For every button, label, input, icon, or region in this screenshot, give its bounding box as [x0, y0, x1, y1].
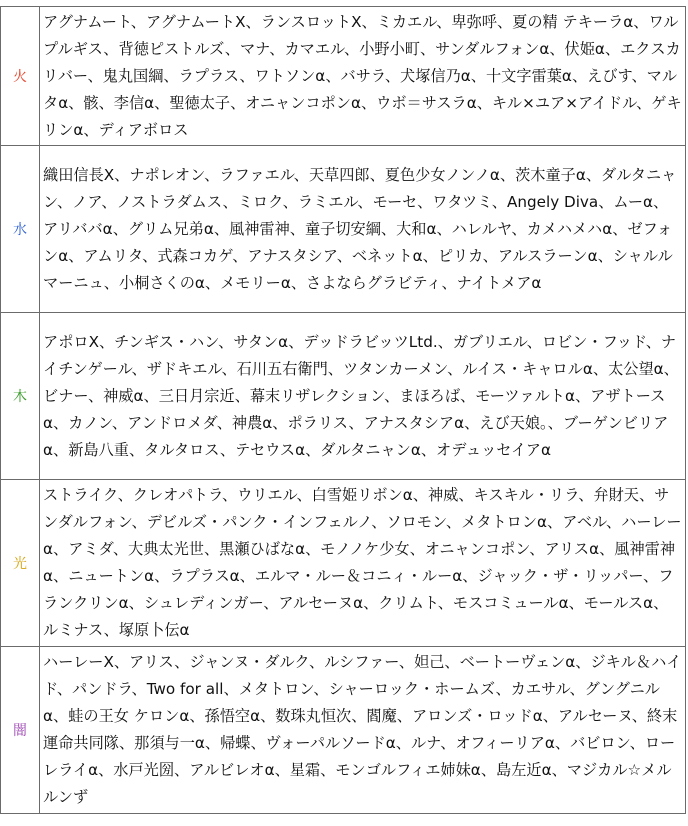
table-row-wood — [1, 313, 686, 480]
label-light: 光 — [1, 480, 40, 647]
label-water: 水 — [1, 146, 40, 313]
table-row-water — [1, 146, 686, 313]
characters-light: ストライク、クレオパトラ、ウリエル、白雪姫リボンα、神威、キスキル・リラ、弁財天、サンダルフォン、デビルズ・パンク・インフェルノ、ソロモン、メタトロンα、アベル、ハーレーα、アミダ、大典太光世、黒瀬ひばなα、モノノケ少女、オニャンコポン、アリスα、風神雷神α、ニュートンα、ラプラスα、エルマ・ルー＆コニィ・ルーα、ジャック・ザ・リッパー、フランクリンα、シュレディンガー、アルセーヌα、クリムト、モスコミュールα、モールスα、ルミナス、塚原卜伝α — [40, 480, 686, 647]
label-wood: 木 — [1, 313, 40, 480]
characters-water: 織田信長X、ナポレオン、ラファエル、天草四郎、夏色少女ノンノα、茨木童子α、ダルタニャン、ノア、ノストラダムス、ミロク、ラミエル、モーセ、ワタツミ、Angely Diva、ムーα、アリババα、グリム兄弟α、風神雷神、童子切安綱、大和α、ハレルヤ、カメハメハα、ゼフォンα、アムリタ、式森コカゲ、アナスタシア、ベネットα、ピリカ、アルスラーンα、シャルルマーニュ、小桐さくのα、メモリーα、さよならグラビティ、ナイトメアα — [40, 146, 686, 313]
label-fire: 火 — [1, 7, 40, 146]
characters-wood: アポロX、チンギス・ハン、サタンα、デッドラビッツLtd.、ガブリエル、ロビン・フッド、ナイチンゲール、ザドキエル、石川五右衛門、ツタンカーメン、ルイス・キャロルα、太公望α、ビナー、神威α、三日月宗近、幕末リザレクション、まほろば、モーツァルトα、アザトースα、カノン、アンドロメダ、神農α、ポラリス、アナスタシアα、えび天娘。、ブーゲンビリアα、新島八重、タルタロス、テセウスα、ダルタニャンα、オデュッセイアα — [40, 313, 686, 480]
table-row-fire — [1, 7, 686, 146]
table-row-dark — [1, 647, 686, 814]
table-row-light — [1, 480, 686, 647]
attribute-list — [0, 6, 686, 814]
characters-fire: アグナムート、アグナムートX、ランスロットX、ミカエル、卑弥呼、夏の精 テキーラα、ワルプルギス、背徳ピストルズ、マナ、カマエル、小野小町、サンダルフォンα、伏姫α、エクスカリバー、鬼丸国綱、ラプラス、ワトソンα、バサラ、犬塚信乃α、十文字雷葉α、えびす、マルタα、骸、李信α、聖徳太子、オニャンコポンα、ウボ＝サスラα、キル×ユア×アイドル、ゲキリンα、ディアボロス — [40, 7, 686, 146]
characters-dark: ハーレーX、アリス、ジャンヌ・ダルク、ルシファー、妲己、ベートーヴェンα、ジキル＆ハイド、パンドラ、Two for all、メタトロン、シャーロック・ホームズ、カエサル、グングニルα、蛙の王女 ケロンα、孫悟空α、数珠丸恒次、閻魔、アロンズ・ロッドα、アルセーヌ、終末運命共同隊、那須与一α、帰蝶、ヴォーパルソードα、ルナ、オフィーリアα、バビロン、ローレライα、水戸光圀、アルビレオα、星霜、モンゴルフィエ姉妹α、島左近α、マジカル☆メルルンず — [40, 647, 686, 814]
attribute-table — [0, 6, 686, 814]
label-dark: 闇 — [1, 647, 40, 814]
